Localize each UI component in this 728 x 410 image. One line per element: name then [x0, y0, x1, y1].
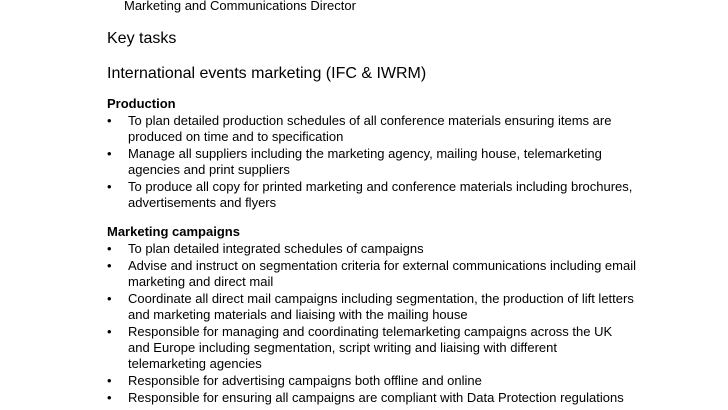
list-item	[107, 258, 637, 290]
bullet-icon: •	[107, 390, 112, 405]
marketing-campaigns-section	[107, 224, 637, 407]
marketing-campaigns-title: Marketing campaigns	[107, 224, 240, 239]
list-item	[107, 113, 637, 145]
list-item-text: To produce all copy for printed marketing and conference materials including brochures, advertisements and flyers	[128, 179, 633, 210]
list-item	[107, 373, 637, 389]
bullet-icon: •	[107, 113, 112, 128]
bullet-icon: •	[107, 146, 112, 161]
list-item-text: Responsible for advertising campaigns both offline and online	[128, 373, 482, 388]
bullet-icon: •	[107, 291, 112, 306]
list-item-text: To plan detailed production schedules of all conference materials ensuring items are produced on time and to specification	[128, 113, 612, 144]
list-item	[107, 146, 637, 178]
key-tasks-heading: Key tasks	[107, 30, 177, 47]
list-item	[107, 241, 637, 257]
list-item	[107, 390, 637, 406]
bullet-icon: •	[107, 241, 112, 256]
section-heading: International events marketing (IFC & IWRM)	[107, 65, 427, 82]
list-item-text: To plan detailed integrated schedules of campaigns	[128, 241, 424, 256]
list-item-text: Advise and instruct on segmentation criteria for external communications including email marketing and direct mail	[128, 258, 636, 289]
list-item	[107, 324, 637, 372]
bullet-icon: •	[107, 324, 112, 339]
production-section	[107, 96, 637, 212]
bullet-icon: •	[107, 373, 112, 388]
list-item-text: Manage all suppliers including the marketing agency, mailing house, telemarketing agencies and print suppliers	[128, 146, 602, 177]
list-item-text: Responsible for ensuring all campaigns are compliant with Data Protection regulations	[128, 390, 624, 405]
bullet-icon: •	[107, 179, 112, 194]
list-item-text: Responsible for managing and coordinating telemarketing campaigns across the UK and Europe including segmentation, script writing and liaising with different telemarketing agencies	[128, 324, 613, 371]
list-item	[107, 179, 637, 211]
marketing-campaigns-list	[107, 241, 637, 406]
role-title: Marketing and Communications Director	[124, 0, 356, 13]
list-item	[107, 291, 637, 323]
list-item-text: Coordinate all direct mail campaigns including segmentation, the production of lift letters and marketing materials and liaising with the mailing house	[128, 291, 634, 322]
production-list	[107, 113, 637, 211]
bullet-icon: •	[107, 258, 112, 273]
production-title: Production	[107, 96, 176, 111]
